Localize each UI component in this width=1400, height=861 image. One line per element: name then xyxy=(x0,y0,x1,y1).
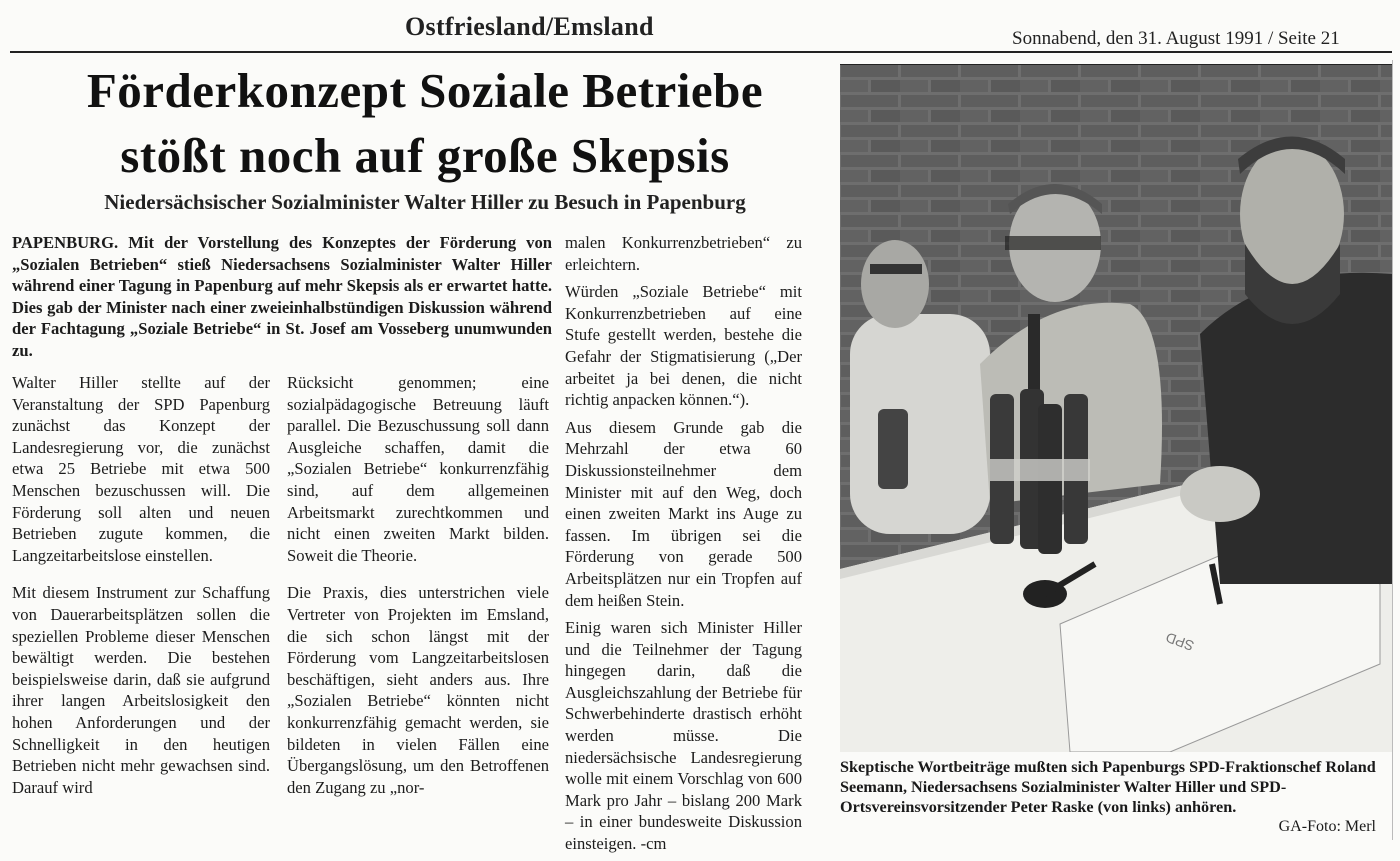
photo-caption: Skeptische Wortbeiträge mußten sich Papenburgs SPD-Fraktionschef Roland Seemann, Niedersachsens Sozialminister Walter Hiller und SPD-Ortsvereinsvorsitzender Peter Raske (von links) anhören. xyxy=(840,758,1376,816)
dateline: Sonnabend, den 31. August 1991 / Seite 21 xyxy=(1012,28,1340,49)
photo-illustration xyxy=(840,64,1392,752)
column-3 xyxy=(565,232,802,861)
table-print: SPD xyxy=(1163,629,1197,655)
column-2-paragraph-1: Rücksicht genommen; eine sozialpädagogische Betreuung läuft parallel. Die Bezuschussung soll dann Ausgleiche schaffen, damit die „Sozialen Betriebe“ konkurrenzfähig sind, auf dem allgemeinen Arbeitsmarkt zurechtkommen und nicht einen zweiten Markt bilden. Soweit die Theorie. xyxy=(287,373,549,565)
column-2 xyxy=(287,372,549,814)
section-title: Ostfriesland/Emsland xyxy=(405,12,654,41)
column-3-paragraph-1: malen Konkurrenzbetrieben“ zu erleichtern. xyxy=(565,233,802,274)
right-border xyxy=(1392,60,1393,840)
headline xyxy=(12,58,838,188)
headline-line-2: stößt noch auf große Skepsis xyxy=(120,128,730,183)
column-1-paragraph-1: Walter Hiller stellte auf der Veranstaltung der SPD Papenburg zunächst das Konzept der Landesregierung vor, die zunächst etwa 25 Betriebe mit etwa 500 Menschen bezuschussen will. Die Förderung soll alten und neuen Betrieben zugute kommen, die Langzeitarbeitslose einstellen. xyxy=(12,373,270,565)
top-rule xyxy=(10,51,1392,53)
headline-line-1: Förderkonzept Soziale Betriebe xyxy=(86,63,764,118)
column-3-paragraph-2: Würden „Soziale Betriebe“ mit Konkurrenzbetrieben auf eine Stufe gestellt werden, bestehe die Gefahr der Stigmatisierung („Der arbeitet ja bei denen, die nicht richtig anpacken können.“). xyxy=(565,282,802,410)
lead-paragraph: PAPENBURG. Mit der Vorstellung des Konzeptes der Förderung von „Sozialen Betrieben“ stieß Niedersachsens Sozialminister Walter Hiller während einer Tagung in Papenburg auf mehr Skepsis als er erwartet hatte. Dies gab der Minister nach einer zweieinhalbstündigen Diskussion während der Fachtagung „Soziale Betriebe“ in St. Josef am Vosseberg unumwunden zu. xyxy=(12,233,552,360)
subheadline: Niedersächsischer Sozialminister Walter Hiller zu Besuch in Papenburg xyxy=(104,190,746,214)
column-2-paragraph-2: Die Praxis, dies unterstrichen viele Vertreter von Projekten im Emsland, die sich schon längst mit der Förderung vom Langzeitarbeitslosen beschäftigen, sieht anders aus. Ihre „Sozialen Betriebe“ könnten nicht konkurrenzfähig gemacht werden, sie bildeten in vielen Fällen eine Übergangslösung, um den Betroffenen den Zugang zu „nor- xyxy=(287,583,549,797)
column-3-paragraph-3: Aus diesem Grunde gab die Mehrzahl der etwa 60 Diskussionsteilnehmer dem Minister mit auf den Weg, doch einen zweiten Markt ins Auge zu fassen. Im übrigen sei die Förderung von gerade 500 Arbeitsplätzen nur ein Tropfen auf dem heißen Stein. xyxy=(565,417,802,610)
column-3-paragraph-4: Einig waren sich Minister Hiller und die Teilnehmer der Tagung hingegen darin, daß die Ausgleichszahlung der Betriebe für Schwerbehinderte drastisch erhöht werden müsse. Die niedersächsische Landesregierung wolle mit einem Vorschlag von 600 Mark pro Jahr – bislang 200 Mark – in einer bundesweite Diskussion einsteigen. -cm xyxy=(565,618,802,854)
photo-credit: GA-Foto: Merl xyxy=(1278,818,1376,835)
column-1 xyxy=(12,372,270,814)
news-photo xyxy=(840,64,1392,752)
column-1-paragraph-2: Mit diesem Instrument zur Schaffung von Dauerarbeitsplätzen sollen die speziellen Probleme dieser Menschen bewältigt werden. Die bestehen beispielsweise darin, daß sie aufgrund ihrer langen Arbeitslosigkeit den hohen Anforderungen und der Schnelligkeit in den heutigen Betrieben nicht mehr gewachsen sind. Darauf wird xyxy=(12,583,270,797)
